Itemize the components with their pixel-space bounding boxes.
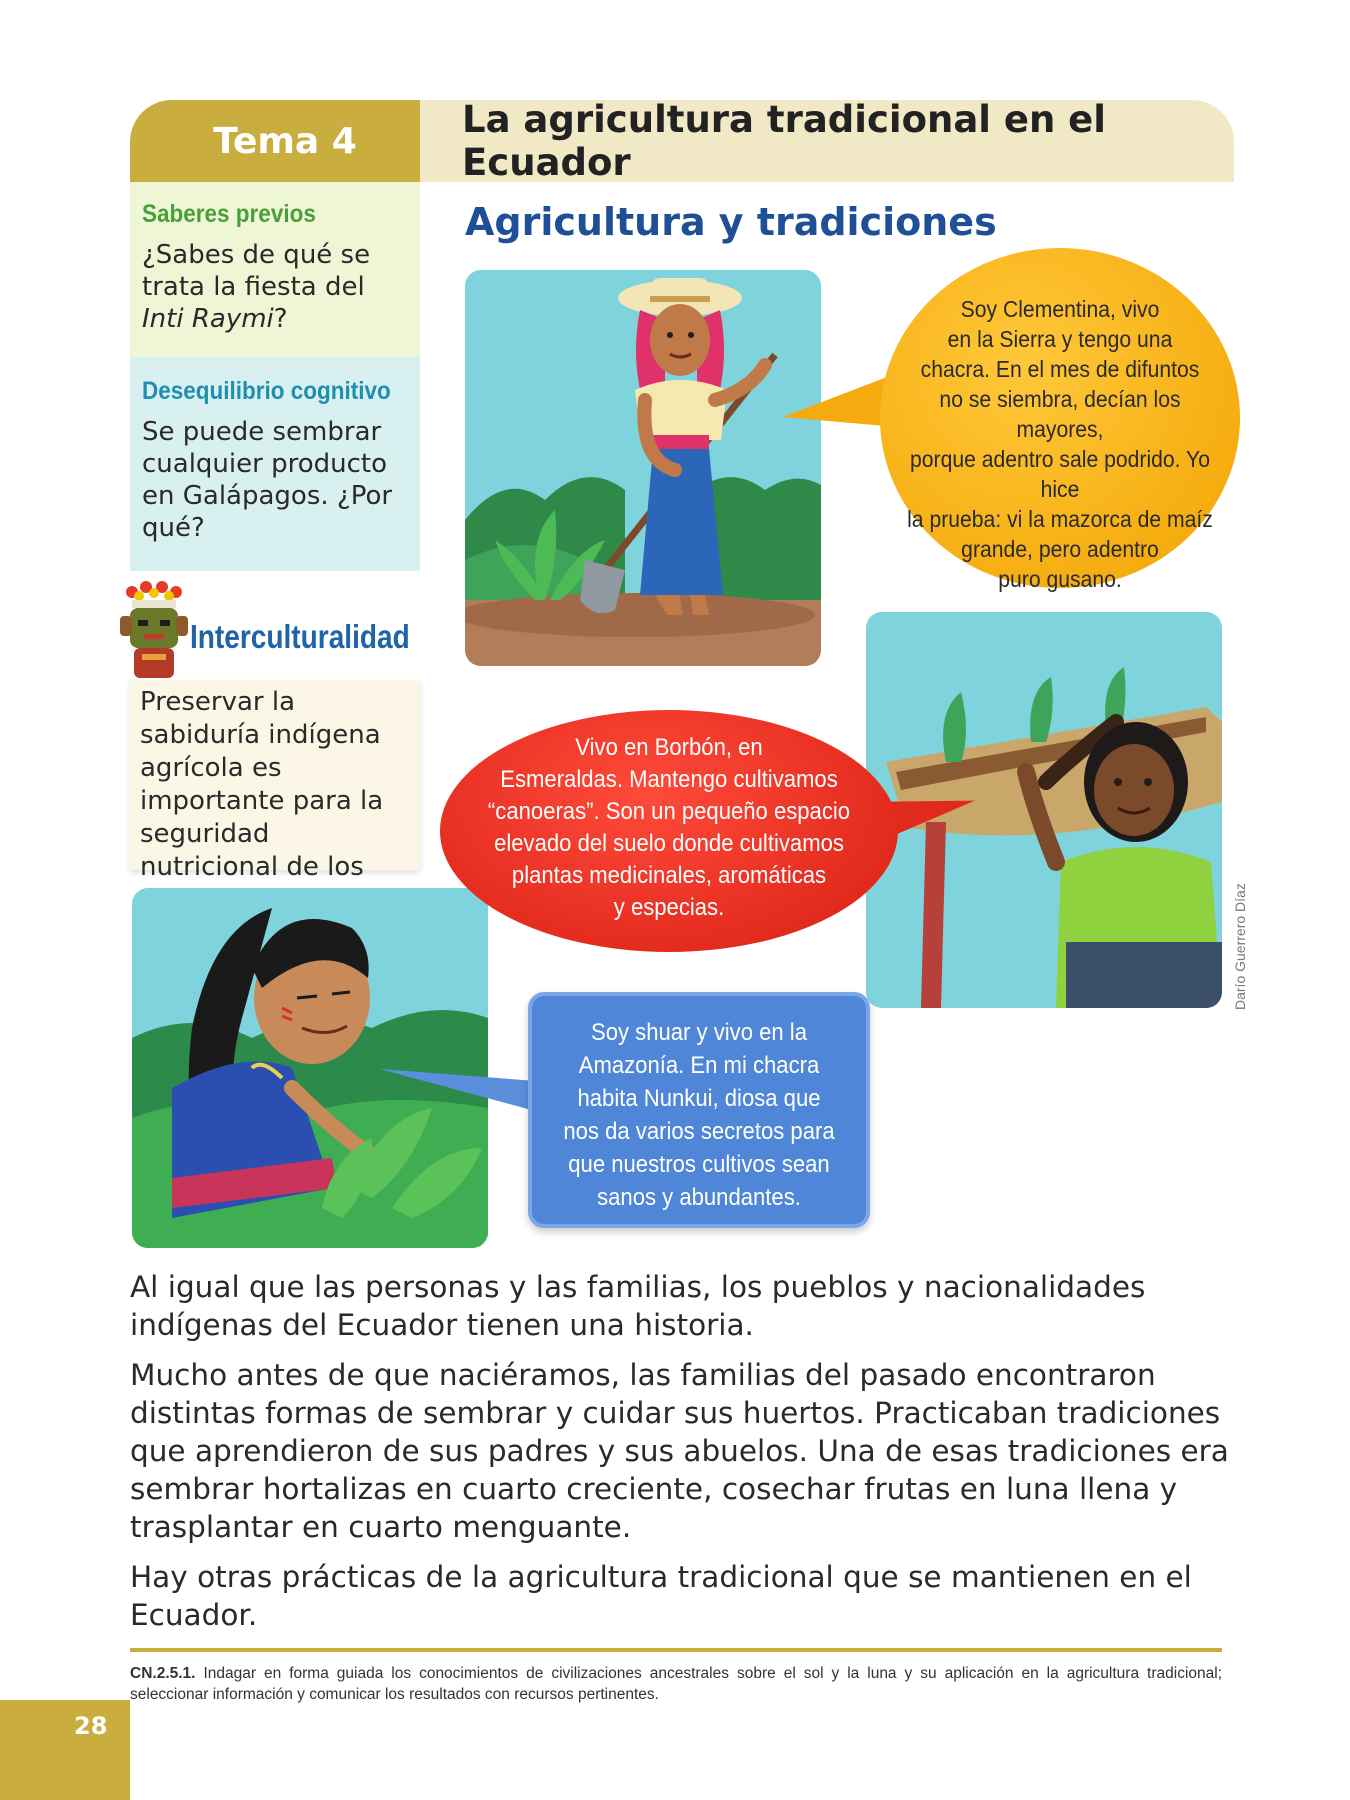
illustrator-credit: Darío Guerrero Díaz: [1232, 883, 1248, 1010]
curriculum-footnote: [130, 1663, 1222, 1705]
amazonia-line: Soy shuar y vivo en la: [590, 1019, 807, 1046]
interculturality-box: [130, 680, 420, 882]
curriculum-description: Indagar en forma guiada los conocimientos de civilizaciones ancestrales sobre el sol y la luna y su aplicación en la agricultura tradicional; seleccionar información y comunicar los resultados con recursos pertinentes.: [130, 1665, 1222, 1703]
sierra-line: en la Sierra y tengo una: [947, 326, 1173, 352]
body-paragraph-3: Hay otras prácticas de la agricultura tradicional que se mantienen en el Ecuador.: [130, 1560, 1192, 1632]
body-paragraph-1: Al igual que las personas y las familias, los pueblos y nacionalidades indígenas del Ecuador tienen una historia.: [130, 1270, 1146, 1342]
esmeraldas-line: Vivo en Borbón, en: [575, 734, 763, 761]
esmeraldas-line: “canoeras”. Son un pequeño espacio: [487, 798, 851, 825]
sierra-farmer-illustration: [465, 270, 821, 666]
prior-knowledge-box: [130, 182, 420, 357]
amazonia-speech-bubble: [528, 992, 870, 1228]
amazonia-line: nos da varios secretos para: [563, 1118, 835, 1145]
body-paragraph-2: Mucho antes de que naciéramos, las familias del pasado encontraron distintas formas de sembrar y cuidar sus huertos. Practicaban tradiciones que aprendieron de sus padres y sus abuelos. Una de esas tradiciones era sembrar hortalizas en cuarto creciente, cosechar frutas en luna llena y trasplantar en cuarto menguante.: [130, 1358, 1229, 1544]
esmeraldas-line: plantas medicinales, aromáticas: [511, 862, 827, 889]
topic-header: [130, 100, 1234, 182]
page-number: 28: [74, 1712, 108, 1740]
curriculum-code: CN.2.5.1.: [130, 1665, 196, 1682]
sierra-line: chacra. En el mes de difuntos: [920, 356, 1200, 382]
topic-title: La agricultura tradicional en el Ecuador: [420, 100, 1234, 182]
interculturality-heading: Interculturalidad: [190, 618, 410, 655]
section-title: Agricultura y tradiciones: [465, 200, 997, 244]
page-number-tab: [0, 1700, 130, 1800]
prior-knowledge-text-end: ?: [273, 304, 288, 334]
esmeraldas-line: Esmeraldas. Mantengo cultivamos: [500, 766, 838, 793]
body-text: [130, 1268, 1234, 1646]
esmeraldas-bubble-text: [458, 732, 879, 924]
esmeraldas-speech-bubble: [440, 710, 898, 952]
cognitive-imbalance-box: [130, 357, 420, 571]
sierra-line: porque adentro sale podrido. Yo hice: [909, 446, 1211, 502]
amazonia-line: que nuestros cultivos sean: [568, 1151, 830, 1178]
sierra-line: la prueba: vi la mazorca de maíz: [907, 506, 1213, 532]
interculturality-text: Preservar la sabiduría indígena agrícola es importante para la seguridad nutricional de los: [140, 687, 384, 882]
sierra-line: Soy Clementina, vivo: [960, 296, 1160, 322]
prior-knowledge-heading: Saberes previos: [142, 200, 316, 228]
sierra-line: grande, pero adentro: [961, 536, 1159, 562]
footnote-divider: [130, 1648, 1222, 1652]
amazonia-bubble-text: [542, 1016, 857, 1214]
cognitive-imbalance-heading: Desequilibrio cognitivo: [142, 377, 391, 405]
prior-knowledge-text-start: ¿Sabes de qué se trata la fiesta del: [142, 240, 371, 302]
indigenous-figure-icon: [118, 580, 190, 682]
amazonia-line: habita Nunkui, diosa que: [577, 1085, 821, 1112]
topic-number-tab: Tema 4: [130, 100, 420, 182]
amazonia-line: sanos y abundantes.: [597, 1184, 801, 1211]
sierra-speech-bubble: [880, 248, 1240, 592]
esmeraldas-line: elevado del suelo donde cultivamos: [494, 830, 844, 857]
prior-knowledge-italic: Inti Raymi: [142, 304, 274, 334]
sierra-line: no se siembra, decían los mayores,: [939, 386, 1181, 442]
esmeraldas-line: y especias.: [613, 894, 725, 921]
prior-knowledge-text: [142, 239, 408, 335]
sierra-bubble-text: [894, 294, 1225, 594]
cognitive-imbalance-text: Se puede sembrar cualquier producto en Galápagos. ¿Por qué?: [142, 417, 393, 543]
amazonia-line: Amazonía. En mi chacra: [578, 1052, 820, 1079]
sierra-line: puro gusano.: [998, 566, 1122, 592]
